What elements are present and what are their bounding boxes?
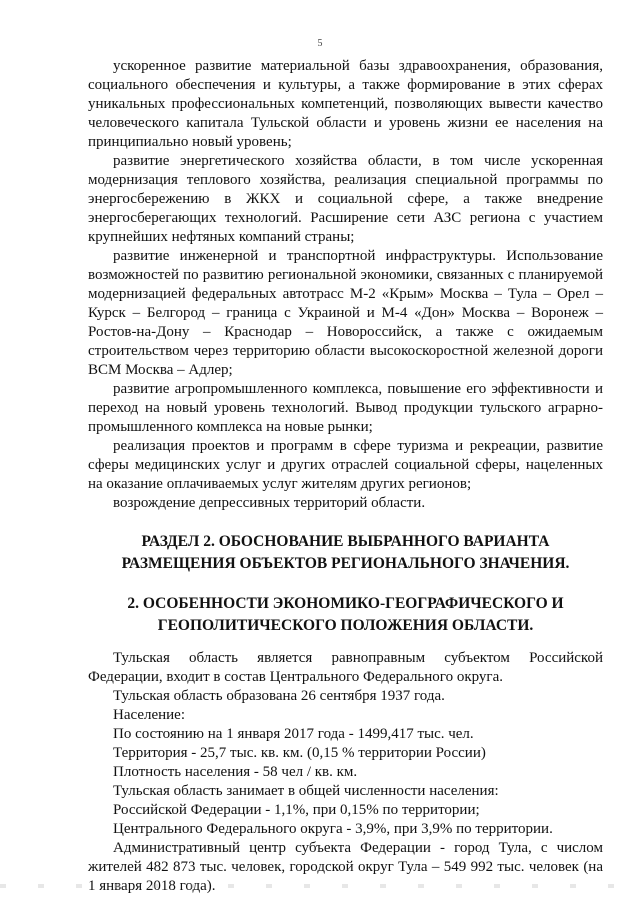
document-body	[88, 57, 603, 896]
paragraph: Плотность населения - 58 чел / кв. км.	[113, 764, 358, 780]
paragraph: Тульская область образована 26 сентября 1937 года.	[113, 688, 445, 704]
paragraph: ускоренное развитие материальной базы здравоохранения, образования, социального обеспечения и культуры, а также формирование в этих сферах уникальных профессиональных компетенций, позволяющих вывести качество человеческого капитала Тульской области и уровень жизни ее населения на принципиально новый уровень;	[88, 58, 603, 150]
paragraph: Административный центр субъекта Федерации - город Тула, с числом жителей 482 873 тыс. человек, городской округ Тула – 549 992 тыс. человек (на 1 января 2018 года).	[88, 840, 603, 894]
paragraph: Тульская область является равноправным субъектом Российской Федерации, входит в состав Центрального Федерального округа.	[88, 650, 603, 685]
paragraph: Население:	[113, 707, 186, 723]
subsection-heading: 2. ОСОБЕННОСТИ ЭКОНОМИКО-ГЕОГРАФИЧЕСКОГО И ГЕОПОЛИТИЧЕСКОГО ПОЛОЖЕНИЯ ОБЛАСТИ.	[127, 595, 564, 634]
section-heading: РАЗДЕЛ 2. ОБОСНОВАНИЕ ВЫБРАННОГО ВАРИАНТА РАЗМЕЩЕНИЯ ОБЪЕКТОВ РЕГИОНАЛЬНОГО ЗНАЧЕНИЯ.	[121, 533, 570, 572]
page-number: 5	[317, 38, 323, 49]
paragraph: Тульская область занимает в общей численности населения:	[113, 783, 499, 799]
paragraph: Российской Федерации - 1,1%, при 0,15% по территории;	[113, 802, 480, 818]
paragraph: реализация проектов и программ в сфере туризма и рекреации, развитие сферы медицинских услуг и других отраслей социальной сферы, нацеленных на оказание оплачиваемых услуг жителям других регионов;	[88, 438, 603, 492]
paragraph: Территория - 25,7 тыс. кв. км. (0,15 % территории России)	[113, 745, 486, 761]
paragraph: возрождение депрессивных территорий области.	[113, 495, 426, 511]
paragraph: развитие агропромышленного комплекса, повышение его эффективности и переход на новый уровень технологий. Вывод продукции тульского аграрно-промышленного комплекса на новые рынки;	[88, 381, 603, 435]
paragraph: развитие инженерной и транспортной инфраструктуры. Использование возможностей по развитию региональной экономики, связанных с планируемой модернизацией федеральных автотрасс М-2 «Крым» Москва – Тула – Орел – Курск – Белгород – граница с Украиной и М-4 «Дон» Москва – Воронеж – Ростов-на-Дону – Краснодар – Новороссийск, а также с ожидаемым строительством через территорию области высокоскоростной железной дороги ВСМ Москва – Адлер;	[88, 248, 603, 378]
paragraph: По состоянию на 1 января 2017 года - 1499,417 тыс. чел.	[113, 726, 474, 742]
paragraph: Центрального Федерального округа - 3,9%, при 3,9% по территории.	[113, 821, 553, 837]
scan-artifact	[0, 884, 640, 888]
paragraph: развитие энергетического хозяйства области, в том числе ускоренная модернизация теплового хозяйства, реализация специальной программы по энергосбережению в ЖКХ и социальной сфере, а также внедрение энергосберегающих технологий. Расширение сети АЗС региона с участием крупнейших нефтяных компаний страны;	[88, 153, 603, 245]
